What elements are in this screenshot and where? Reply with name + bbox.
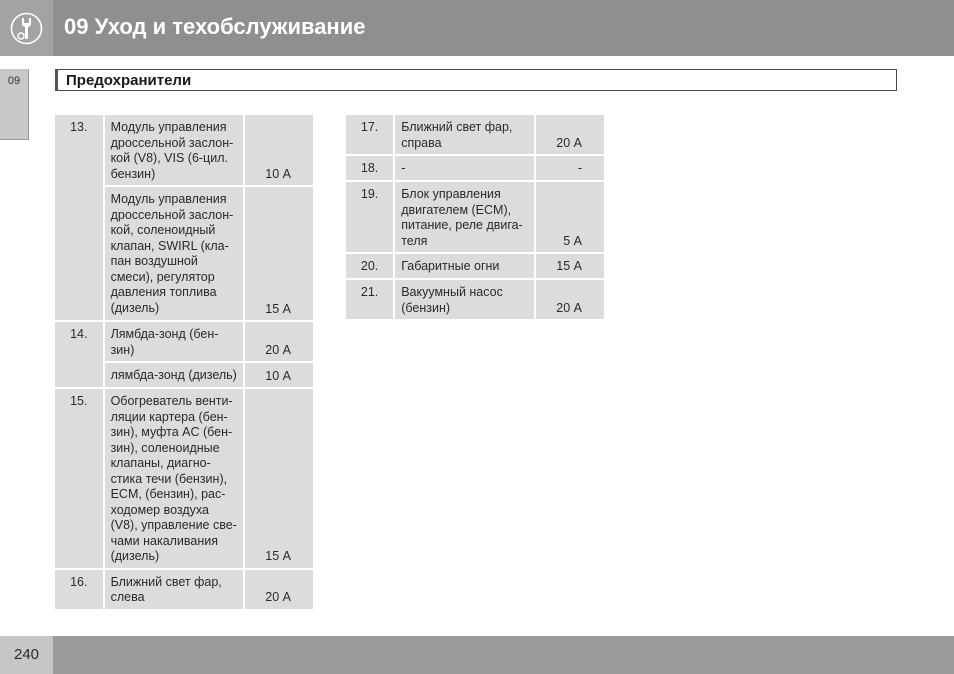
fuse-description: Вакуумный насос (бензин) [395, 280, 533, 319]
fuse-number: 15. [55, 389, 103, 568]
fuse-number: 16. [55, 570, 103, 609]
fuse-description: Габаритные огни [395, 254, 533, 278]
fuse-rating: 20 А [536, 115, 604, 154]
fuse-rating: 20 А [245, 570, 313, 609]
table-row [346, 156, 604, 180]
fuse-rating: 15 А [245, 187, 313, 320]
table-row [55, 115, 313, 185]
fuse-rating: 5 А [536, 182, 604, 252]
fuse-number: 14. [55, 322, 103, 387]
fuse-rating: 20 А [245, 322, 313, 361]
fuse-number: 20. [346, 254, 393, 278]
fuse-description: Модуль управления дроссельной заслон- кой, соленоидный клапан, SWIRL (кла- пан воздушной смеси), регулятор давления топлива (дизель) [105, 187, 244, 320]
fuse-description: - [395, 156, 533, 180]
table-row [55, 322, 313, 361]
fuse-rating: 15 А [245, 389, 313, 568]
chapter-icon-box [0, 0, 53, 56]
fuse-number: 21. [346, 280, 393, 319]
table-row [346, 182, 604, 252]
table-row [346, 115, 604, 154]
table-row [55, 570, 313, 609]
fuse-rating: - [536, 156, 604, 180]
fuse-number: 17. [346, 115, 393, 154]
page-number-box [0, 636, 53, 674]
chapter-side-tab-label: 09 [7, 75, 21, 87]
fuse-description: лямбда-зонд (дизель) [105, 363, 244, 387]
fuse-description: Ближний свет фар, слева [105, 570, 244, 609]
fuse-number: 13. [55, 115, 103, 320]
fuse-number: 18. [346, 156, 393, 180]
chapter-title: 09 Уход и техобслуживание [64, 14, 366, 39]
fuse-rating: 10 А [245, 363, 313, 387]
page-number: 240 [13, 646, 40, 663]
table-row [55, 389, 313, 568]
fuse-description: Модуль управления дроссельной заслон- кой (V8), VIS (6-цил. бензин) [105, 115, 244, 185]
fuse-description: Ближний свет фар, справа [395, 115, 533, 154]
table-row [346, 254, 604, 278]
fuse-rating: 10 А [245, 115, 313, 185]
fuse-description: Лямбда-зонд (бен- зин) [105, 322, 244, 361]
fuse-description: Блок управления двигателем (ECM), питание, реле двига- теля [395, 182, 533, 252]
section-title: Предохранители [66, 72, 192, 89]
fuse-rating: 20 А [536, 280, 604, 319]
page-footer [53, 636, 954, 674]
wrench-gear-icon [10, 12, 43, 45]
fuse-table-right [344, 113, 606, 321]
fuse-table-left [53, 113, 315, 611]
fuse-number: 19. [346, 182, 393, 252]
fuse-rating: 15 А [536, 254, 604, 278]
chapter-side-tab [0, 69, 29, 140]
fuse-description: Обогреватель венти- ляции картера (бен- зин), муфта AC (бен- зин), соленоидные клапаны, диагно- стика течи (бензин), ECM, (бензин), рас- ходомер воздуха (V8), управление све- чами накаливания (дизель) [105, 389, 244, 568]
section-heading [55, 69, 897, 91]
table-row [346, 280, 604, 319]
